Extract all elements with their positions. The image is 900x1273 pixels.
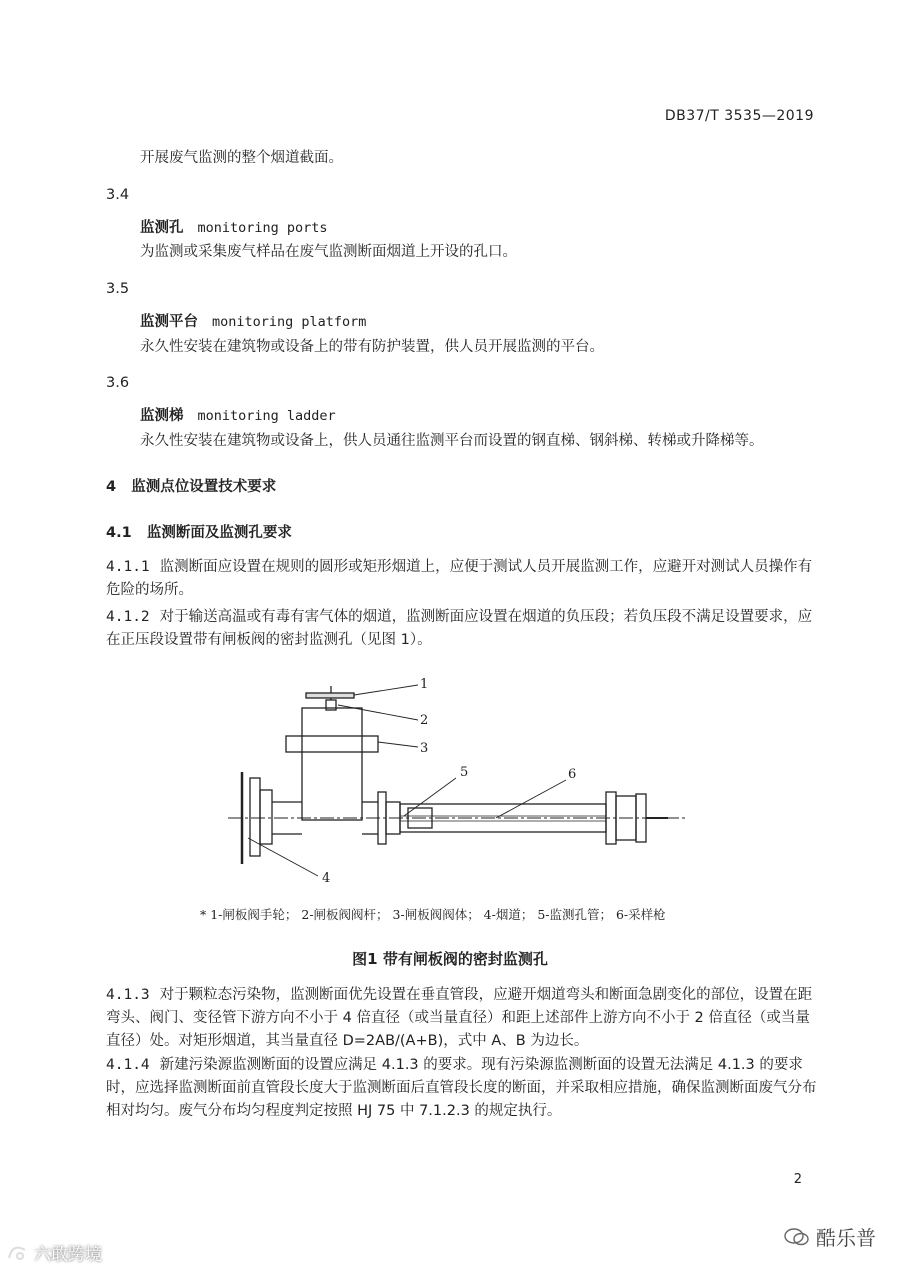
paragraph-text: 监测断面应设置在规则的圆形或矩形烟道上，应便于测试人员开展监测工作，应避开对测试人员操作有危险的场所。: [106, 559, 813, 598]
label-4: 4: [322, 871, 331, 886]
watermark-left: [6, 1240, 102, 1265]
clause-number-3-4: 3.4: [106, 187, 130, 203]
paragraph-number: 4.1.2: [106, 609, 150, 625]
paragraph-number: 4.1.4: [106, 1057, 150, 1073]
gate-valve-flange: [286, 736, 378, 752]
term-cn: 监测梯: [140, 408, 184, 424]
label-1: 1: [420, 677, 429, 692]
section-heading-4: 4 监测点位设置技术要求: [106, 479, 277, 495]
term-en: monitoring platform: [212, 314, 367, 330]
flue-wall-inner: [260, 790, 272, 844]
term-definition: 永久性安装在建筑物或设备上的带有防护装置，供人员开展监测的平台。: [140, 339, 604, 355]
gate-valve-monitoring-port-diagram: [228, 668, 690, 886]
brand-logo-icon: [6, 1244, 28, 1262]
paragraph-number: 4.1.1: [106, 559, 150, 575]
label-2: 2: [420, 713, 429, 728]
chat-bubble-icon: [784, 1227, 810, 1247]
term-monitoring-ports: [140, 217, 328, 239]
paragraph-4-1-2: [106, 606, 818, 652]
section-heading-4-1: 4.1 监测断面及监测孔要求: [106, 525, 292, 541]
watermark-text: 六敢跨境: [34, 1245, 102, 1265]
page-number: 2: [793, 1172, 802, 1187]
clause-number-3-5: 3.5: [106, 281, 130, 297]
paragraph-number: 4.1.3: [106, 987, 150, 1003]
figure-caption: 图1 带有闸板阀的密封监测孔: [352, 950, 548, 968]
term-cn: 监测孔: [140, 220, 184, 236]
paragraph-4-1-3: [106, 984, 818, 1053]
figure-legend: * 1-闸板阀手轮； 2-闸板阀阀杆； 3-闸板阀阀体； 4-烟道； 5-监测孔管； 6-采样枪: [200, 907, 666, 922]
gate-valve-body: [302, 708, 362, 820]
term-definition: 永久性安装在建筑物或设备上，供人员通往监测平台而设置的钢直梯、钢斜梯、转梯或升降梯等。: [140, 433, 764, 449]
term-cn: 监测平台: [140, 314, 198, 330]
document-code: DB37/T 3535—2019: [664, 108, 814, 124]
continued-definition-text: 开展废气监测的整个烟道截面。: [140, 150, 343, 166]
term-monitoring-platform: [140, 311, 366, 333]
watermark-right: [784, 1222, 876, 1251]
term-en: monitoring ladder: [197, 408, 336, 424]
paragraph-4-1-4: [106, 1054, 818, 1123]
watermark-text: 酷乐普: [816, 1226, 876, 1250]
term-en: monitoring ports: [197, 220, 328, 236]
clause-number-3-6: 3.6: [106, 375, 130, 391]
term-monitoring-ladder: [140, 405, 336, 427]
valve-handwheel: [306, 693, 354, 698]
label-5: 5: [460, 765, 469, 780]
paragraph-text: 新建污染源监测断面的设置应满足 4.1.3 的要求。现有污染源监测断面的设置无法满足 4.1.3 的要求时，应选择监测断面前直管段长度大于监测断面后直管段长度的断面，并采取相应措施，确保监测断面废气分布相对均匀。废气分布均匀程度判定按照 HJ 75 中 7.1.2.3 的规定执行。: [106, 1057, 817, 1119]
term-definition: 为监测或采集废气样品在废气监测断面烟道上开设的孔口。: [140, 244, 517, 260]
paragraph-text: 对于颗粒态污染物，监测断面优先设置在垂直管段，应避开烟道弯头和断面急剧变化的部位，设置在距弯头、阀门、变径管下游方向不小于 4 倍直径（或当量直径）和距上述部件上游方向不小于 2 倍直径（或当量直径）处。对矩形烟道，其当量直径 D=2AB/(A+B)，式中 A、B 为边长。: [106, 987, 813, 1049]
paragraph-4-1-1: [106, 556, 818, 602]
label-3: 3: [420, 741, 429, 756]
flue-wall-flange: [250, 778, 260, 856]
paragraph-text: 对于输送高温或有毒有害气体的烟道，监测断面应设置在烟道的负压段；若负压段不满足设置要求，应在正压段设置带有闸板阀的密封监测孔（见图 1）。: [106, 609, 813, 648]
label-6: 6: [568, 767, 577, 782]
